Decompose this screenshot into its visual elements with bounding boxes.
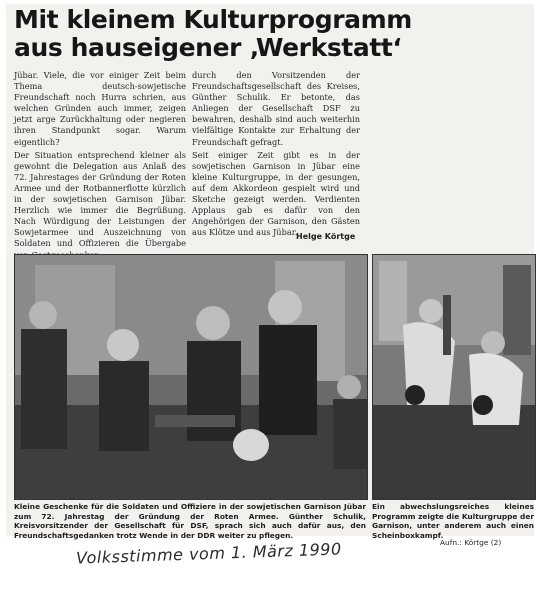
newspaper-clipping <box>6 4 534 540</box>
photo-2-caption: Ein abwechslungsreiches kleines Programm zeigte die Kulturgruppe der Garnison, unter anderem auch einen Scheinboxkampf. <box>372 502 534 540</box>
photo-gift-handover <box>14 254 368 500</box>
headline <box>14 5 412 62</box>
paragraph: durch den Vorsitzenden der Freundschaftsgesellschaft des Kreises, Günther Schulik. Er betonte, das Anliegen der Gesellschaft DSF zu bewahren, deshalb sind auch weiterhin vielfältige Kontakte zur Erhaltung der Freundschaft gefragt. <box>192 70 360 147</box>
author-byline: Helge Körtge <box>296 232 356 241</box>
paragraph: Jübar. Viele, die vor einiger Zeit beim Thema deutsch-sowjetische Freundschaft noch Hurra schrien, aus welchen Gründen auch immer, zeigen jetzt arge Zurückhaltung oder negieren ihren Standpunkt sogar. Warum eigentlich? <box>14 70 186 147</box>
headline-line-1: Mit kleinem Kulturprogramm <box>14 5 412 34</box>
article-column-2 <box>192 70 360 240</box>
photo-credit: Aufn.: Körtge (2) <box>440 538 502 547</box>
photo-boxing-sketch <box>372 254 536 500</box>
article-column-1 <box>14 70 186 263</box>
photo-1-caption: Kleine Geschenke für die Soldaten und Offiziere in der sowjetischen Garnison Jübar zum 72. Jahrestag der Gründung der Roten Armee. Günther Schulik, Kreisvorsitzender der Gesellschaft für DSF, sprach sich auch dafür aus, den Freundschaftsgedanken trotz Wende in der DDR weiter zu pflegen. <box>14 502 366 540</box>
paragraph: Der Situation entsprechend kleiner als gewohnt die Delegation aus Anlaß des 72. Jahrestages der Gründung der Roten Armee und der Rotbannerflotte kürzlich in der sowjetischen Garnison Jübar. Herzlich wie immer die Begrüßung. Nach Würdigung der Leistungen der Sowjetarmee und Auszeichnung von Soldaten und Offizieren die Übergabe <box>14 149 186 249</box>
handwritten-source-note: Volksstimme vom 1. März 1990 <box>75 539 342 568</box>
headline-line-2: aus hauseigener ‚Werkstatt‘ <box>14 33 402 62</box>
paragraph: Seit einiger Zeit gibt es in der sowjetischen Garnison in Jübar eine kleine Kulturgruppe, in der gesungen, auf dem Akkordeon gespielt wird und Sketche gezeigt werden. Verdienten Applaus gab es dafür von den Angehörigen der Garnison, den Gästen aus Klötze und aus Jübar. <box>192 149 360 238</box>
